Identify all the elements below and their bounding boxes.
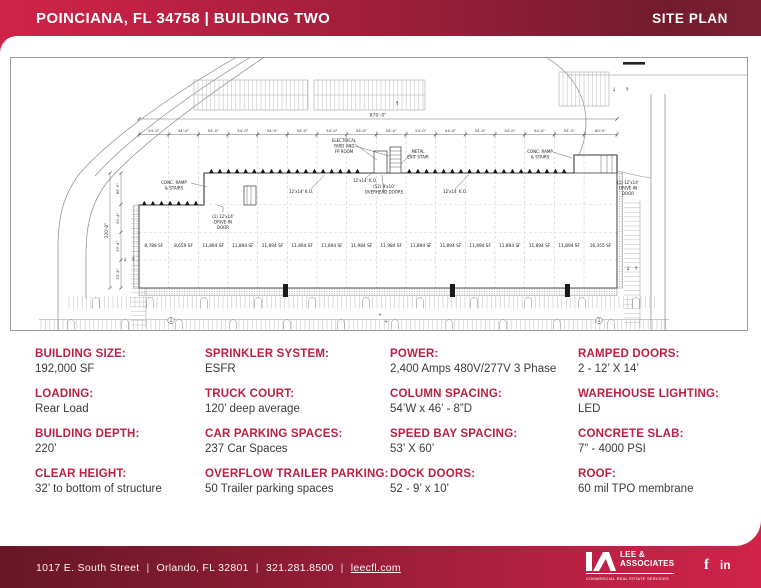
svg-text:11,894 SF: 11,894 SF: [499, 244, 521, 249]
svg-text:1: 1: [169, 317, 173, 323]
detail-value: 52 - 9’ x 10’: [390, 483, 450, 495]
linkedin-icon[interactable]: in: [720, 560, 731, 572]
detail-item: [390, 347, 578, 376]
detail-label: POWER:: [390, 348, 439, 360]
detail-value: 237 Car Spaces: [205, 443, 288, 455]
svg-text:54'-0": 54'-0": [237, 129, 249, 133]
property-details: [35, 347, 738, 507]
detail-label: DOCK DOORS:: [390, 468, 476, 480]
facebook-icon[interactable]: f: [704, 557, 709, 573]
svg-text:11,894 SF: 11,894 SF: [202, 244, 224, 249]
svg-text:54'-0": 54'-0": [148, 129, 160, 133]
social-links: [704, 557, 731, 574]
detail-value: 54’W x 46’ - 8”D: [390, 403, 473, 415]
detail-value: 7” - 4000 PSI: [578, 443, 646, 455]
svg-text:54'-0": 54'-0": [533, 129, 546, 133]
svg-text:54'-0": 54'-0": [177, 129, 190, 133]
svg-text:+: +: [384, 320, 388, 325]
detail-item: [35, 427, 205, 456]
svg-text:54'-0": 54'-0": [474, 129, 486, 133]
logo-name-line2: ASSOCIATES: [620, 559, 675, 568]
detail-item: [578, 427, 738, 456]
detail-item: [35, 387, 205, 416]
detail-value: 53’ X 60’: [390, 443, 435, 455]
footer-address: 1017 E. South Street | Orlando, FL 32801 | 321.281.8500 | leecfl.com: [36, 562, 401, 574]
detail-label: CONCRETE SLAB:: [578, 428, 684, 440]
detail-label: BUILDING DEPTH:: [35, 428, 140, 440]
svg-text:↑: ↑: [394, 101, 400, 107]
plan-annotation-metal_exit_stair: METAL EXIT STAIR: [407, 149, 429, 160]
header-bar: [0, 0, 761, 54]
detail-value: 50 Trailer parking spaces: [205, 483, 334, 495]
detail-value: Rear Load: [35, 403, 89, 415]
footer-city: Orlando, FL 32801: [156, 562, 249, 574]
svg-text:11,894 SF: 11,894 SF: [291, 244, 313, 249]
detail-value: 32’ to bottom of structure: [35, 483, 162, 495]
logo-divider: [586, 573, 674, 574]
detail-label: RAMPED DOORS:: [578, 348, 680, 360]
truck-apron: [139, 288, 617, 296]
detail-value: 220’: [35, 443, 57, 455]
detail-value: ESFR: [205, 363, 236, 375]
left-apron: [134, 205, 140, 288]
page-title: POINCIANA, FL 34758 | BUILDING TWO: [36, 10, 331, 27]
svg-text:8,659 SF: 8,659 SF: [174, 244, 193, 249]
detail-label: COLUMN SPACING:: [390, 388, 503, 400]
plan-annotation-ko_left: 12'x14' K.O.: [288, 189, 314, 194]
svg-text:16,355 SF: 16,355 SF: [589, 244, 612, 249]
detail-item: [390, 427, 578, 456]
plan-annotation-ko_center: 12'x14' K.O.: [352, 178, 378, 183]
detail-label: SPEED BAY SPACING:: [390, 428, 518, 440]
svg-text:54'-0": 54'-0": [444, 129, 457, 133]
detail-item: [35, 467, 205, 496]
detail-value: 60 mil TPO membrane: [578, 483, 694, 495]
detail-item: [205, 387, 390, 416]
detail-value: 192,000 SF: [35, 363, 95, 375]
svg-text:11,894 SF: 11,894 SF: [528, 244, 551, 249]
svg-text:11,984 SF: 11,984 SF: [380, 244, 402, 249]
svg-text:11,894 SF: 11,894 SF: [261, 244, 284, 249]
svg-text:1: 1: [597, 317, 601, 323]
svg-text:11,894 SF: 11,894 SF: [469, 244, 491, 249]
detail-label: WAREHOUSE LIGHTING:: [578, 388, 720, 400]
svg-text:60'-0": 60'-0": [116, 183, 121, 195]
svg-text:54'-0": 54'-0": [415, 129, 427, 133]
footer-phone: 321.281.8500: [265, 562, 334, 574]
detail-label: BUILDING SIZE:: [35, 348, 126, 360]
svg-text:↑: ↑: [633, 266, 639, 272]
lee-associates-logo: [586, 549, 674, 581]
svg-text:54'-0": 54'-0": [326, 129, 338, 133]
svg-text:↑: ↑: [130, 257, 136, 263]
svg-text:54'-0": 54'-0": [296, 129, 308, 133]
svg-text:↓: ↓: [611, 87, 617, 93]
plan-annotation-conc_ramp_left: CONC. RAMP & STAIRS: [161, 180, 187, 191]
svg-text:53'-4": 53'-4": [116, 212, 121, 224]
plan-annotation-ko_right: 12'x14' K.O.: [442, 189, 468, 194]
footer-website-link[interactable]: leecfl.com: [350, 562, 401, 574]
svg-text:11,894 SF: 11,894 SF: [410, 244, 432, 249]
svg-text:+: +: [378, 313, 382, 318]
plan-annotation-overhead_doors: (52) 9'x10' OVERHEAD DOORS: [364, 184, 404, 195]
detail-item: [205, 347, 390, 376]
svg-text:↑: ↑: [624, 87, 630, 93]
svg-text:11,984 SF: 11,984 SF: [350, 244, 373, 249]
logo-tagline: COMMERCIAL REAL ESTATE SERVICES: [586, 576, 669, 581]
svg-text:54'-0": 54'-0": [385, 129, 397, 133]
details-column: [35, 347, 205, 507]
detail-value: 2 - 12’ X 14’: [578, 363, 639, 375]
svg-text:54'-0": 54'-0": [563, 129, 575, 133]
plan-annotation-electrical_yard: ELECTRICAL YARD AND FP ROOM: [331, 138, 357, 154]
svg-text:11,894 SF: 11,894 SF: [558, 244, 581, 249]
detail-item: [390, 467, 578, 496]
detail-value: 120’ deep average: [205, 403, 300, 415]
svg-text:54'-0": 54'-0": [355, 129, 368, 133]
building-footprint: [139, 155, 617, 288]
page-label: SITE PLAN: [652, 11, 728, 26]
detail-label: LOADING:: [35, 388, 94, 400]
lee-associates-logo-mark: [586, 549, 616, 571]
plan-annotation-conc_ramp_right: CONC. RAMP & STAIRS: [527, 149, 553, 160]
detail-label: ROOF:: [578, 468, 617, 480]
svg-text:11,894 SF: 11,894 SF: [232, 244, 254, 249]
detail-item: [390, 387, 578, 416]
logo-name-line1: LEE &: [620, 550, 646, 560]
detail-item: [578, 387, 738, 416]
svg-text:11,894 SF: 11,894 SF: [321, 244, 343, 249]
svg-text:60'-0": 60'-0": [594, 129, 607, 133]
svg-text:54'-0": 54'-0": [207, 129, 219, 133]
svg-text:220'-0": 220'-0": [103, 222, 109, 239]
footer-street: 1017 E. South Street: [36, 562, 140, 574]
svg-text:11,894 SF: 11,894 SF: [439, 244, 462, 249]
svg-text:↓: ↓: [625, 266, 631, 272]
detail-label: CAR PARKING SPACES:: [205, 428, 343, 440]
detail-label: CLEAR HEIGHT:: [35, 468, 127, 480]
detail-item: [205, 467, 390, 496]
svg-text:53'-4": 53'-4": [116, 240, 121, 252]
footer-notch: [0, 520, 761, 546]
plan-annotation-drive_in_right: (1) 12'x14' DRIVE-IN DOOR: [617, 180, 639, 196]
detail-item: [205, 427, 390, 456]
site-plan-drawing: [10, 57, 748, 331]
scale-bar: [623, 62, 645, 65]
plan-annotation-drive_in_left: (1) 12'x14' DRIVE-IN DOOR: [212, 214, 234, 230]
details-column: [205, 347, 390, 507]
svg-text:↓: ↓: [122, 257, 128, 263]
svg-text:8,788 SF: 8,788 SF: [144, 244, 164, 249]
svg-text:54'-0": 54'-0": [504, 129, 516, 133]
svg-text:870'-0": 870'-0": [369, 113, 387, 119]
detail-label: OVERFLOW TRAILER PARKING:: [205, 468, 389, 480]
detail-item: [578, 467, 738, 496]
header-notch: [0, 36, 761, 54]
detail-label: TRUCK COURT:: [205, 388, 295, 400]
detail-value: 2,400 Amps 480V/277V 3 Phase: [390, 363, 557, 375]
svg-text:53'-4": 53'-4": [116, 268, 121, 280]
electrical-yard-structure: [374, 147, 401, 173]
detail-label: SPRINKLER SYSTEM:: [205, 348, 330, 360]
site-plan-svg: [11, 58, 747, 330]
detail-item: [35, 347, 205, 376]
details-column: [390, 347, 578, 507]
detail-item: [578, 347, 738, 376]
details-column: [578, 347, 738, 507]
detail-value: LED: [578, 403, 601, 415]
svg-text:54'-0": 54'-0": [266, 129, 279, 133]
